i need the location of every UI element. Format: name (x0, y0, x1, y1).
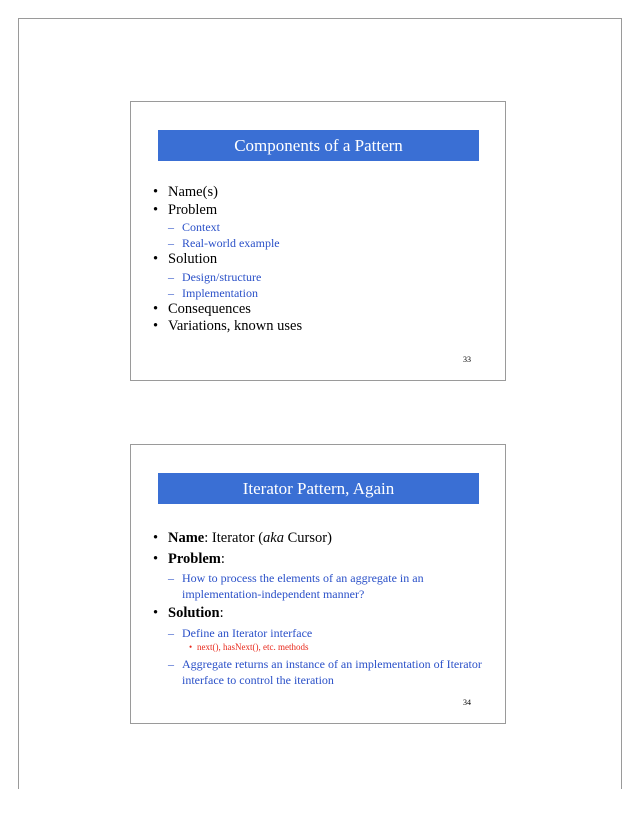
bullet-name (153, 530, 487, 548)
slide-content (153, 184, 487, 336)
slide-title: Iterator Pattern, Again (158, 473, 479, 504)
sub-context: – Context (153, 219, 487, 235)
slide-title: Components of a Pattern (158, 130, 479, 161)
bullet-solution: • Solution (153, 251, 487, 269)
sub-real-world-example: – Real-world example (153, 235, 487, 251)
name-label: Name (168, 530, 205, 546)
solution-colon: : (219, 605, 224, 621)
bullet-consequences: • Consequences (153, 301, 487, 319)
sub-aggregate-returns: – Aggregate returns an instance of an implementation of Iterator interface to control the iteration (153, 656, 487, 688)
name-value-aka: aka (263, 530, 284, 546)
sub-design-structure: – Design/structure (153, 269, 487, 285)
bullet-problem (153, 551, 487, 569)
sub-implementation: – Implementation (153, 285, 487, 301)
bullet-variations: • Variations, known uses (153, 318, 487, 336)
slide-33 (130, 101, 506, 381)
sub-problem-description: – How to process the elements of an aggregate in an implementation-independent manner? (153, 570, 487, 602)
bullet-names: • Name(s) (153, 184, 487, 202)
problem-colon: : (220, 550, 225, 567)
subsub-methods: • next(), hasNext(), etc. methods (153, 641, 487, 654)
slide-content (153, 527, 487, 688)
page-number: 34 (463, 698, 471, 707)
name-value-suffix: Cursor) (283, 530, 332, 546)
bullet-solution (153, 605, 487, 623)
name-value-prefix: : Iterator ( (204, 530, 264, 546)
page-number: 33 (463, 355, 471, 364)
bullet-problem: • Problem (153, 202, 487, 220)
slide-34 (130, 444, 506, 724)
sub-define-iterator: – Define an Iterator interface (153, 625, 487, 641)
problem-label: Problem (168, 550, 221, 567)
solution-label: Solution (168, 605, 220, 621)
